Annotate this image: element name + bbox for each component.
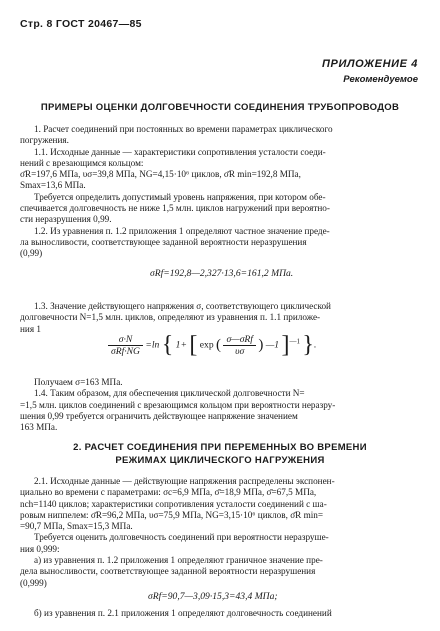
text-line: ния 1 <box>20 323 41 334</box>
paragraph-block-5 <box>20 608 420 619</box>
text-line: (0,99) <box>20 248 43 259</box>
appendix-subtitle: Рекомендуемое <box>343 74 418 85</box>
formula-2-exp: exp <box>199 339 214 351</box>
text-line: долговечности N=1,5 млн. циклов, определяют из уравнения п. 1.1 приложе- <box>20 312 321 323</box>
text-line: б) из уравнения п. 2.1 приложения 1 определяют долговечность соединений <box>34 608 332 618</box>
text-line: ла выносливости, соответствующее заданной вероятности неразрушения <box>20 236 307 247</box>
text-line: 1.2. Из уравнения п. 1.2 приложения 1 определяют частное значение преде- <box>34 225 330 236</box>
formula-2-eq: =ln <box>145 339 160 351</box>
text-line: (0,999) <box>20 577 47 588</box>
paragraph-block-1 <box>20 124 420 260</box>
paragraph-block-2 <box>20 301 420 335</box>
formula-1: σRf=192,8—2,327·13,6=161,2 МПа. <box>150 268 294 279</box>
formula-2-end: . <box>313 339 317 351</box>
text-line: сти неразрушения 0,99. <box>20 214 112 225</box>
text-line: 2.1. Исходные данные — действующие напряжения распределены экспонен- <box>34 476 335 486</box>
text-line: σ̄R=197,6 МПа, υσ=39,8 МПа, NG=4,15·10⁶ циклов, σ̄R min=192,8 МПа, <box>20 169 301 180</box>
paragraph-block-4 <box>20 476 420 589</box>
text-line: =90,7 МПа, Smax=15,3 МПа. <box>20 521 133 532</box>
page-header: Стр. 8 ГОСТ 20467—85 <box>20 18 142 30</box>
formula-2-fraction <box>108 334 143 357</box>
text-line: а) из уравнения п. 1.2 приложения 1 определяют граничное значение пре- <box>34 555 323 566</box>
formula-3: σRf=90,7—3,09·15,3=43,4 МПа; <box>148 591 278 602</box>
appendix-title: ПРИЛОЖЕНИЕ 4 <box>322 58 418 70</box>
section-2-heading-line-2: РЕЖИМАХ ЦИКЛИЧЕСКОГО НАГРУЖЕНИЯ <box>115 455 325 466</box>
text-line: 1.4. Таким образом, для обеспечения циклической долговечности N= <box>34 388 305 399</box>
fraction-denominator: υσ <box>235 346 245 357</box>
formula-2-inner-fraction <box>223 334 256 357</box>
formula-2-minus-one: —1 <box>265 339 280 351</box>
text-line: шения 0,99 требуется ограничить действующее напряжение значением <box>20 410 298 421</box>
formula-2-power: —1 <box>289 337 301 346</box>
section-2-heading <box>20 441 420 467</box>
text-line: Требуется оценить долговечность соединений при вероятности неразруше- <box>34 532 329 543</box>
formula-2: $\frac{\sigma\cdot N}{\text{σRf·NG}}$ =ln { 1+ [ exp ( $\frac{\text{σ—σRf}}{\upsilon\sigma}$ ) —1 ]$^{—1}$ }. <box>108 332 316 359</box>
formula-2-one: 1+ <box>175 339 187 351</box>
text-line: =1,5 млн. циклов соединений с врезающимся кольцом при вероятности неразру- <box>20 399 336 410</box>
text-line: Получаем σ=163 МПа. <box>34 377 123 387</box>
text-line: ровым ниппелем: σ̄R=96,2 МПа, υσ=75,9 МПа, NG=3,15·10⁶ циклов, σ̄R min= <box>20 509 324 520</box>
section-1-heading: ПРИМЕРЫ ОЦЕНКИ ДОЛГОВЕЧНОСТИ СОЕДИНЕНИЯ ТРУБОПРОВОДОВ <box>40 102 400 113</box>
fraction-numerator: σ·N <box>108 334 143 346</box>
fraction-numerator: σ—σRf <box>223 334 256 346</box>
text-line: nch=1140 циклов; характеристики сопротивления усталости соединений с ша- <box>20 498 327 509</box>
text-line: 1.1. Исходные данные — характеристики сопротивления усталости соеди- <box>34 146 326 157</box>
text-line: нений с врезающимся кольцом: <box>20 157 144 168</box>
text-line: циально во времени с параметрами: σc=6,9 МПа, σ̄=18,9 МПа, σ̄=67,5 МПа, <box>20 487 317 498</box>
text-line: дела выносливости, соответствующее заданной вероятности неразрушения <box>20 566 316 577</box>
section-2-heading-line-1: 2. РАСЧЕТ СОЕДИНЕНИЯ ПРИ ПЕРЕМЕННЫХ ВО ВРЕМЕНИ <box>73 442 367 453</box>
text-line: ния 0,999: <box>20 543 60 554</box>
text-line: погружения. <box>20 135 69 146</box>
fraction-denominator: σRf·NG <box>111 346 140 357</box>
text-line: 1.3. Значение действующего напряжения σ, соответствующего циклической <box>34 301 331 311</box>
paragraph-block-3 <box>20 377 420 433</box>
text-line: Требуется определить допустимый уровень напряжения, при котором обе- <box>34 191 326 202</box>
text-line: 1. Расчет соединений при постоянных во времени параметрах циклического <box>34 124 333 134</box>
text-line: спечивается долговечность не ниже 1,5 млн. циклов нагружений при вероятно- <box>20 203 330 214</box>
text-line: 163 МПа. <box>20 422 58 433</box>
text-line: Smax=13,6 МПа. <box>20 180 86 191</box>
